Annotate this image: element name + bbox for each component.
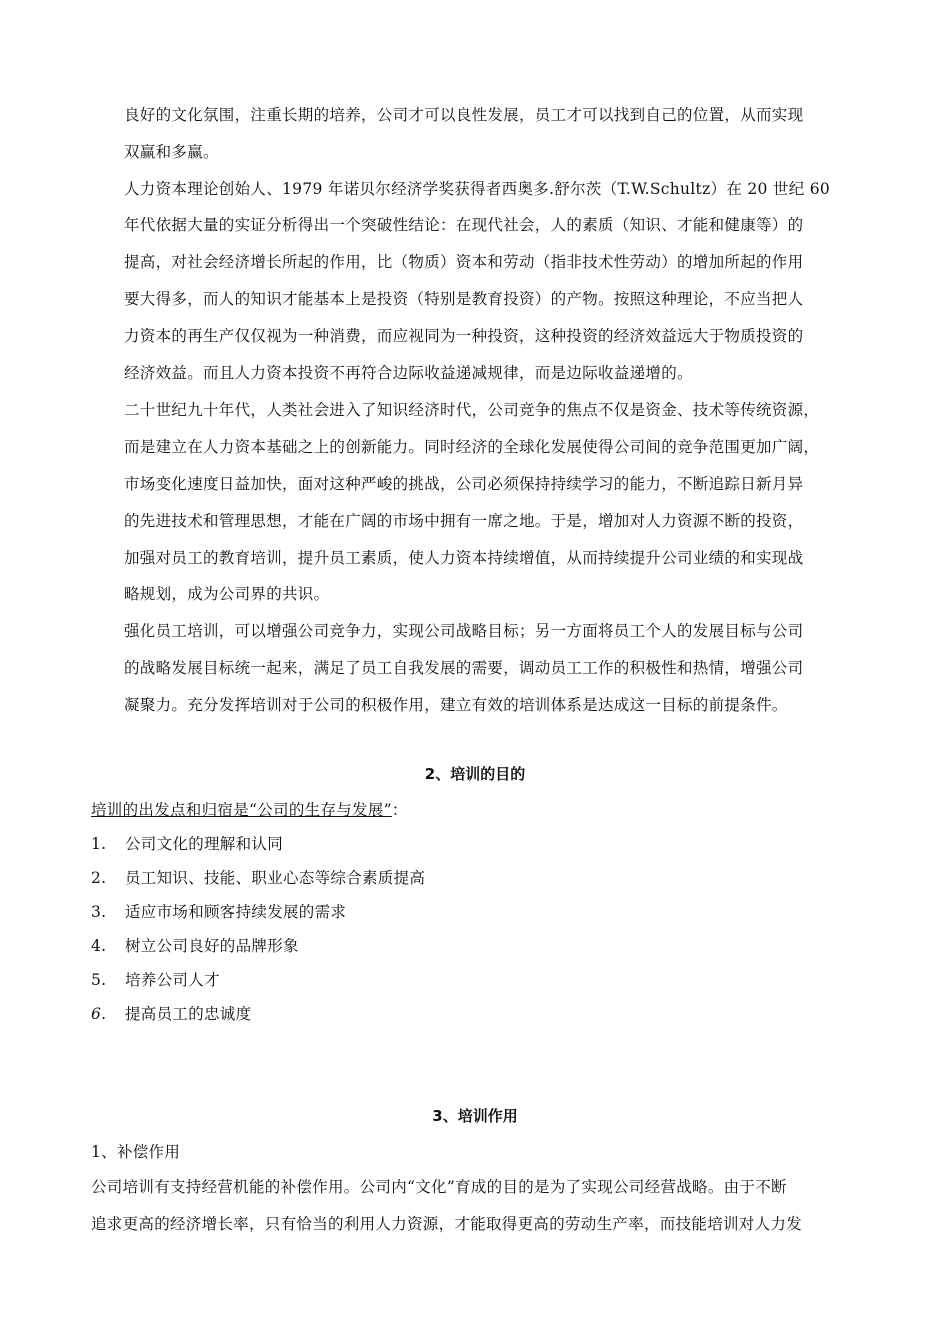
list-item <box>91 1002 251 1024</box>
text-line: 年代依据大量的实证分析得出一个突破性结论：在现代社会，人的素质（知识、才能和健康等）的 <box>124 216 804 234</box>
list-text: 适应市场和顾客持续发展的需求 <box>125 903 347 921</box>
text-line: 的战略发展目标统一起来，满足了员工自我发展的需要，调动员工工作的积极性和热情，增强公司 <box>124 659 804 677</box>
lead-text: 培训的出发点和归宿是“公司的生存与发展” <box>91 801 392 819</box>
list-item <box>91 968 220 990</box>
text-line: 强化员工培训，可以增强公司竞争力，实现公司战略目标；另一方面将员工个人的发展目标与公司 <box>124 622 804 640</box>
list-item <box>91 900 346 922</box>
text-line: 提高，对社会经济增长所起的作用，比（物质）资本和劳动（指非技术性劳动）的增加所起的作用 <box>124 253 804 271</box>
list-text: 员工知识、技能、职业心态等综合素质提高 <box>125 869 426 887</box>
list-item <box>91 866 425 888</box>
text-line: 良好的文化氛围，注重长期的培养，公司才可以良性发展，员工才可以找到自己的位置，从而实现 <box>124 106 804 124</box>
text-line: 凝聚力。充分发挥培训对于公司的积极作用，建立有效的培训体系是达成这一目标的前提条件。 <box>124 696 788 714</box>
text-line: 双赢和多赢。 <box>124 143 219 161</box>
text-line: 市场变化速度日益加快，面对这种严峻的挑战，公司必须保持持续学习的能力，不断追踪日新月异 <box>124 475 804 493</box>
list-number: 2. <box>91 869 107 887</box>
list-number: 1. <box>91 835 107 853</box>
text-line: 而是建立在人力资本基础之上的创新能力。同时经济的全球化发展使得公司间的竞争范围更加广阔， <box>124 438 820 456</box>
text-line: 追求更高的经济增长率，只有恰当的利用人力资源，才能取得更高的劳动生产率，而技能培训对人力发 <box>91 1215 803 1233</box>
list-number: 4. <box>91 937 107 955</box>
text-line: 人力资本理论创始人、1979 年诺贝尔经济学奖获得者西奥多.舒尔茨（T.W.Schultz）在 20 世纪 60 <box>124 180 831 198</box>
list-number: 6. <box>91 1005 107 1023</box>
lead-colon: ： <box>391 801 408 819</box>
text-line: 二十世纪九十年代，人类社会进入了知识经济时代，公司竞争的焦点不仅是资金、技术等传统资源， <box>124 401 820 419</box>
text-line: 的先进技术和管理思想，才能在广阔的市场中拥有一席之地。于是，增加对人力资源不断的投资， <box>124 512 804 530</box>
list-number: 5. <box>91 971 107 989</box>
list-text: 提高员工的忠诚度 <box>125 1005 252 1023</box>
section-heading: 2、培训的目的 <box>424 765 526 783</box>
list-text: 树立公司良好的品牌形象 <box>125 937 299 955</box>
list-number: 3. <box>91 903 107 921</box>
text-line: 力资本的再生产仅仅视为一种消费，而应视同为一种投资，这种投资的经济效益远大于物质投资的 <box>124 327 804 345</box>
list-text: 公司文化的理解和认同 <box>125 835 284 853</box>
section-lead <box>91 798 408 820</box>
text-line: 经济效益。而且人力资本投资不再符合边际收益递减规律，而是边际收益递增的。 <box>124 364 693 382</box>
text-line: 加强对员工的教育培训，提升员工素质，使人力资本持续增值，从而持续提升公司业绩的和实现战 <box>124 549 804 567</box>
list-text: 培养公司人才 <box>125 971 220 989</box>
text-line: 公司培训有支持经营机能的补偿作用。公司内“文化”育成的目的是为了实现公司经营战略。由于不断 <box>91 1178 787 1196</box>
subheading: 1、补偿作用 <box>91 1143 181 1161</box>
list-item <box>91 934 299 956</box>
text-line: 略规划，成为公司界的共识。 <box>124 585 330 603</box>
section-heading: 3、培训作用 <box>432 1107 518 1125</box>
list-item <box>91 832 283 854</box>
text-line: 要大得多，而人的知识才能基本上是投资（特别是教育投资）的产物。按照这种理论，不应当把人 <box>124 290 804 308</box>
